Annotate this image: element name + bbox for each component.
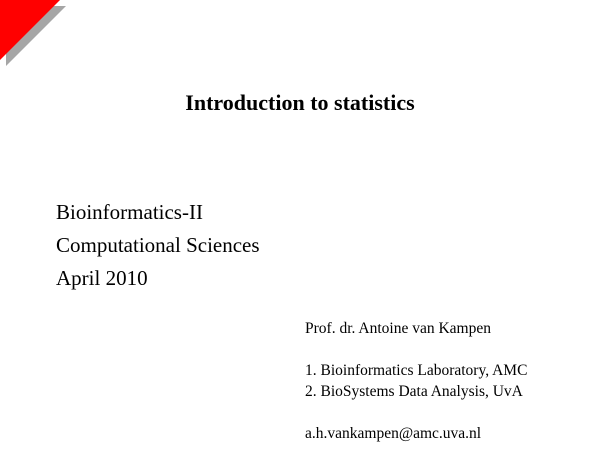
corner-triangle-decoration	[0, 0, 80, 80]
course-name: Bioinformatics-II	[56, 200, 203, 224]
affiliation-2: 2. BioSystems Data Analysis, UvA	[305, 383, 523, 400]
spacer	[305, 402, 527, 423]
course-date: April 2010	[56, 266, 148, 290]
author-email: a.h.vankampen@amc.uva.nl	[305, 425, 482, 442]
author-name: Prof. dr. Antoine van Kampen	[305, 320, 491, 337]
program-name: Computational Sciences	[56, 233, 260, 257]
slide-title: Introduction to statistics	[185, 90, 415, 115]
course-info	[56, 196, 260, 295]
spacer	[305, 339, 527, 360]
affiliation-1: 1. Bioinformatics Laboratory, AMC	[305, 362, 528, 379]
author-info	[305, 318, 527, 444]
corner-triangle-red	[0, 0, 60, 60]
